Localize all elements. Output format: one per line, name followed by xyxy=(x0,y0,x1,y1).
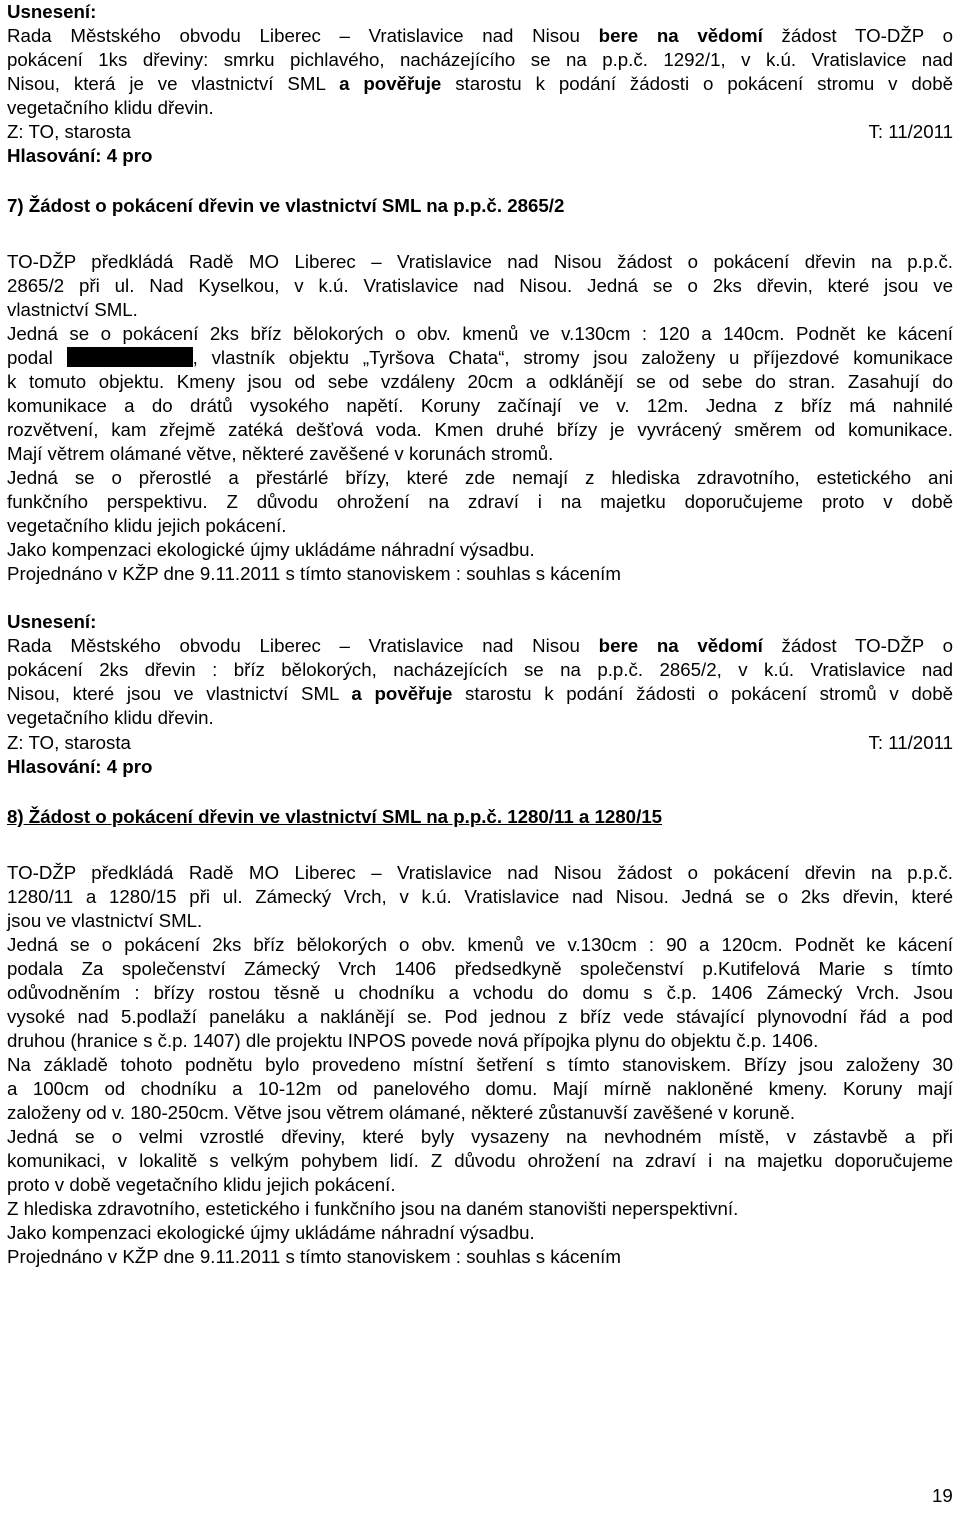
paragraph-line: a 100cm od chodníku a 10-12m od panelového domu. Mají mírně nakloněné kmeny. Koruny mají xyxy=(7,1078,953,1099)
paragraph-line: rozvětvení, kam zřejmě zatéká dešťová voda. Kmen druhé břízy je vyvrácený směrem od komunikace. xyxy=(7,419,953,440)
paragraph-line: Jako kompenzaci ekologické újmy ukládáme náhradní výsadbu. xyxy=(7,1222,535,1243)
paragraph-line: Jedná se o přerostlé a přestárlé břízy, které zde nemají z hlediska zdravotního, estetického ani xyxy=(7,467,953,488)
paragraph-line: funkčního perspektivu. Z důvodu ohrožení na zdraví i na majetku doporučujeme proto v době xyxy=(7,491,953,512)
resolution-line: Nisou, která je ve vlastnictví SML a pověřuje starostu k podání žádosti o pokácení stromu v době xyxy=(7,73,953,94)
paragraph-line: komunikaci, v lokalitě s velkým pohybem lidí. Z důvodu ohrožení na zdraví i na majetku doporučujeme xyxy=(7,1150,953,1171)
paragraph-line: Jedná se o pokácení 2ks bříz bělokorých o obv. kmenů ve v.130cm : 120 a 140cm. Podnět ke kácení xyxy=(7,323,953,344)
deadline: T: 11/2011 xyxy=(868,121,953,142)
resolution-line: vegetačního klidu dřevin. xyxy=(7,707,214,728)
paragraph-line: odůvodněním : břízy rostou těsně u chodníku a vchodu do domu s č.p. 1406 Zámecký Vrch. Jsou xyxy=(7,982,953,1003)
resolution-label: Usnesení: xyxy=(7,1,97,22)
paragraph-line: vlastnictví SML. xyxy=(7,299,138,320)
vote-result: Hlasování: 4 pro xyxy=(7,145,153,166)
paragraph-line: Jedná se o pokácení 2ks bříz bělokorých o obv. kmenů ve v.130cm : 90 a 120cm. Podnět ke kácení xyxy=(7,934,953,955)
paragraph-line: podala Za společenství Zámecký Vrch 1406 předsedkyně společenství p.Kutifelová Marie s tímto xyxy=(7,958,953,979)
responsible: Z: TO, starosta xyxy=(7,732,131,753)
redaction-bar xyxy=(67,347,193,367)
paragraph-line: Projednáno v KŽP dne 9.11.2011 s tímto stanoviskem : souhlas s kácením xyxy=(7,563,621,584)
paragraph-line: 1280/11 a 1280/15 při ul. Zámecký Vrch, v k.ú. Vratislavice nad Nisou. Jedná se o 2ks dřevin, které xyxy=(7,886,953,907)
deadline: T: 11/2011 xyxy=(868,732,953,753)
section-heading: 8) Žádost o pokácení dřevin ve vlastnictví SML na p.p.č. 1280/11 a 1280/15 xyxy=(7,806,663,827)
paragraph-line: 2865/2 při ul. Nad Kyselkou, v k.ú. Vratislavice nad Nisou. Jedná se o 2ks dřevin, které jsou ve xyxy=(7,275,953,296)
resolution-line: pokácení 2ks dřevin : bříz bělokorých, nacházejících se na p.p.č. 2865/2, v k.ú. Vratislavice nad xyxy=(7,659,953,680)
paragraph-line: proto v době vegetačního klidu jejich pokácení. xyxy=(7,1174,396,1195)
paragraph-line: komunikace a do drátů vysokého napětí. Koruny začínají ve v. 12m. Jedna z bříz má nahnilé xyxy=(7,395,953,416)
paragraph-line: Projednáno v KŽP dne 9.11.2011 s tímto stanoviskem : souhlas s kácením xyxy=(7,1246,621,1267)
resolution-line: Nisou, které jsou ve vlastnictví SML a pověřuje starostu k podání žádosti o pokácení stromů v době xyxy=(7,683,953,704)
responsible: Z: TO, starosta xyxy=(7,121,131,142)
page-number: 19 xyxy=(932,1485,953,1506)
resolution-line: vegetačního klidu dřevin. xyxy=(7,97,214,118)
paragraph-line: Jedná se o velmi vzrostlé dřeviny, které byly vysazeny na nevhodném místě, v zástavbě a při xyxy=(7,1126,953,1147)
paragraph-line: Mají větrem olámané větve, některé zavěšené v korunách stromů. xyxy=(7,443,554,464)
responsibility-line xyxy=(7,120,953,144)
resolution-label: Usnesení: xyxy=(7,611,97,632)
paragraph-line: vysoké nad 5.podlaží paneláku a naklánějí se. Pod jednou z bříz vede stávající plynovodní řád a pod xyxy=(7,1006,953,1027)
paragraph-line: Na základě tohoto podnětu bylo provedeno místní šetření s tímto stanoviskem. Břízy jsou založeny 30 xyxy=(7,1054,953,1075)
paragraph-line: k tomuto objektu. Kmeny jsou od sebe vzdáleny 20cm a odklánějí se od sebe do stran. Zasahují do xyxy=(7,371,953,392)
paragraph-line: druhou (hranice s č.p. 1407) dle projektu INPOS povede nová přípojka plynu do objektu č.p. 1406. xyxy=(7,1030,819,1051)
vote-result: Hlasování: 4 pro xyxy=(7,756,153,777)
paragraph-line: založeny od v. 180-250cm. Větve jsou větrem olámané, některé zůstanuvší zavěšené v koruně. xyxy=(7,1102,796,1123)
responsibility-line xyxy=(7,731,953,755)
paragraph-line: TO-DŽP předkládá Radě MO Liberec – Vratislavice nad Nisou žádost o pokácení dřevin na p.p.č. xyxy=(7,862,953,883)
paragraph-line: Jako kompenzaci ekologické újmy ukládáme náhradní výsadbu. xyxy=(7,539,535,560)
paragraph-line: Z hlediska zdravotního, estetického i funkčního jsou na daném stanovišti neperspektivní. xyxy=(7,1198,739,1219)
resolution-line: Rada Městského obvodu Liberec – Vratislavice nad Nisou bere na vědomí žádost TO-DŽP o xyxy=(7,635,953,656)
resolution-line: Rada Městského obvodu Liberec – Vratislavice nad Nisou bere na vědomí žádost TO-DŽP o xyxy=(7,25,953,46)
paragraph-line: vegetačního klidu jejich pokácení. xyxy=(7,515,287,536)
paragraph-line: jsou ve vlastnictví SML. xyxy=(7,910,203,931)
paragraph-line: podal , vlastník objektu „Tyršova Chata“, stromy jsou založeny u příjezdové komunikace xyxy=(7,347,953,368)
resolution-line: pokácení 1ks dřeviny: smrku pichlavého, nacházejícího se na p.p.č. 1292/1, v k.ú. Vratislavice nad xyxy=(7,49,953,70)
paragraph-line: TO-DŽP předkládá Radě MO Liberec – Vratislavice nad Nisou žádost o pokácení dřevin na p.p.č. xyxy=(7,251,953,272)
section-heading: 7) Žádost o pokácení dřevin ve vlastnictví SML na p.p.č. 2865/2 xyxy=(7,195,565,216)
